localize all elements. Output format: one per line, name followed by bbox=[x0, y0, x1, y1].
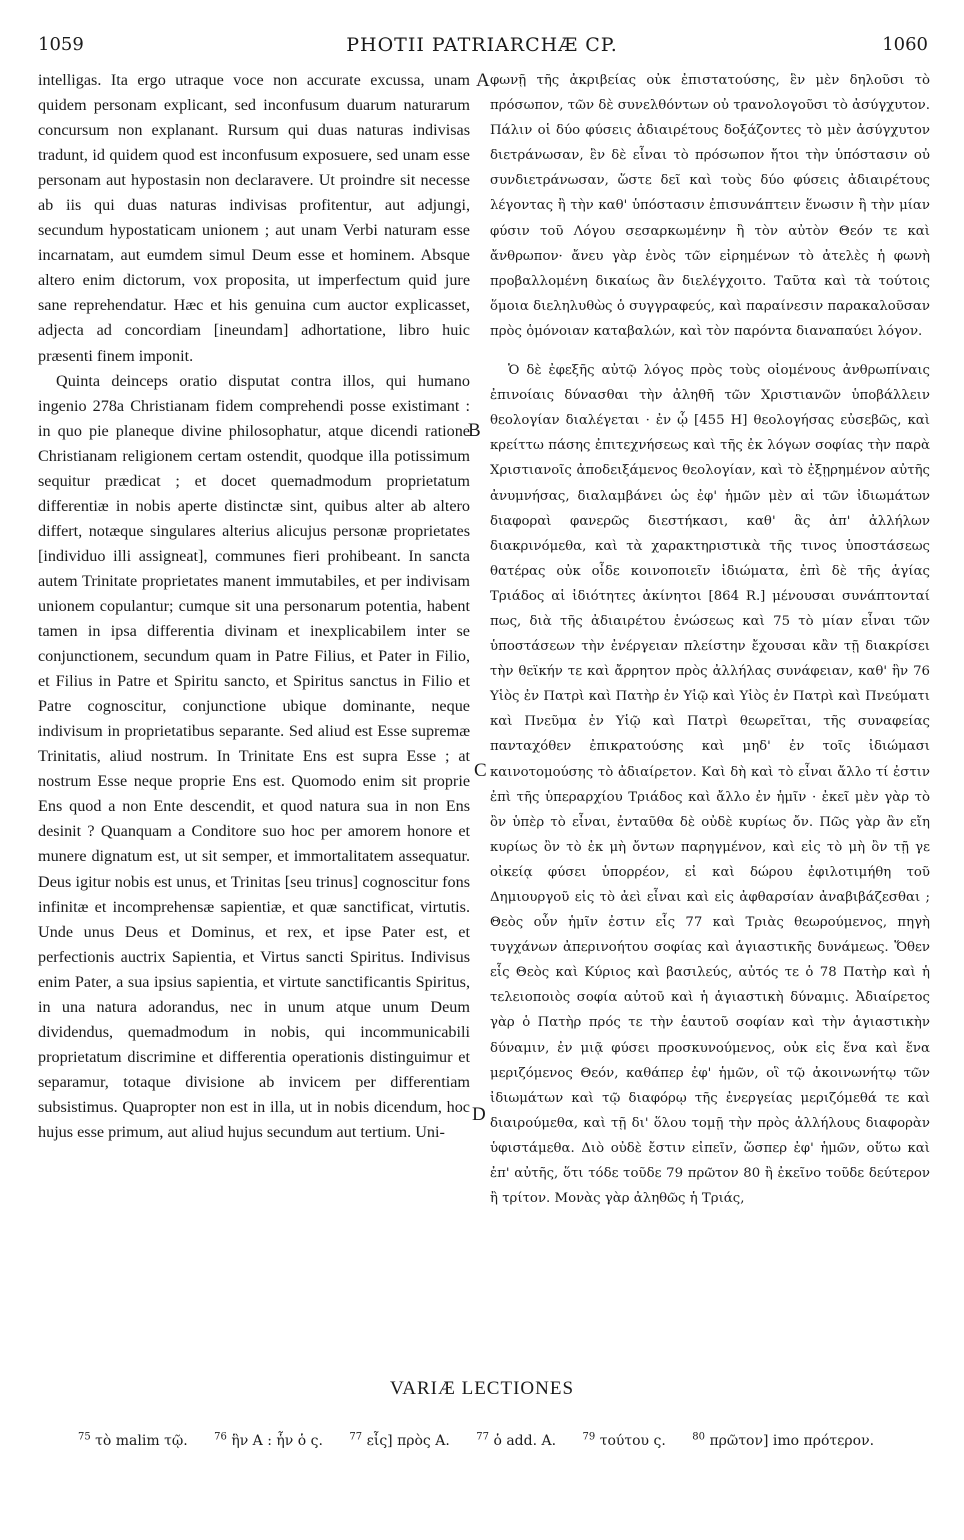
lection-number: 77 bbox=[349, 1431, 363, 1442]
lection-item bbox=[692, 1433, 874, 1449]
lection-item bbox=[476, 1433, 556, 1449]
section-marker-b: B bbox=[468, 420, 481, 441]
running-title: PHOTII PATRIARCHÆ CP. bbox=[346, 34, 618, 56]
lection-item bbox=[78, 1433, 188, 1449]
lection-number: 79 bbox=[582, 1431, 596, 1442]
lection-text: πρῶτον] imo πρότερον. bbox=[709, 1432, 875, 1449]
greek-paragraph-2: Ὁ δὲ ἐφεξῆς αὐτῷ λόγος πρὸς τοὺς οἰομένους ἀνθρωπίναις ἐπινοίαις δύνασθαι τὴν ἀληθῆ τῶν Χριστιανῶν ὑποβάλλειν θεολογίαν διαλέγεται · ἐν ᾧ [455 H] θεολογήσας εὐσεβῶς, καὶ κρείττω πάσης ἐπιτεχνήσεως καὶ τῆς ἐκ λόγων σοφίας τὴν παρὰ Χριστιανοῖς ἀποδειξάμενος θεολογίαν, καὶ τὸ ἐξῃρημένον αὐτῆς ἀνυμνήσας, διαλαμβάνει ὡς ἐφ' ἡμῶν μὲν αἱ τῶν ἰδιωμάτων διαφοραὶ φανερῶς διεστήκασι, καθ' ἃς ἀπ' ἀλλήλων διακρινόμεθα, καὶ τὰ χαρακτηριστικὰ τῆς τινος ὑποστάσεως θατέρας οὐκ οἶδε κοινοποιεῖν ἰδιώματα, ἐπὶ δὲ τῆς ἁγίας Τριάδος αἱ ἰδιότητες ἀκίνητοι [864 R.] μένουσαι συνάπτονταί πως, διὰ τῆς ἀδιαιρέτου ἑνώσεως καὶ 75 τὸ μίαν εἶναι τῶν ὑποστάσεων τὴν ἐνέργειαν πλείστην ἔχουσαι κἂν τῇ διακρίσει τὴν θεϊκήν τε καὶ ἄρρητον πρὸς ἀλλήλας συνάφειαν, καθ' ἣν 76 Υἱὸς ἐν Πατρὶ καὶ Πατὴρ ἐν Υἱῷ καὶ Υἱὸς ἐν Πατρὶ καὶ Πνεύματι καὶ Πνεῦμα ἐν Υἱῷ καὶ Πατρὶ θεωρεῖται, τῆς συναφείας πανταχόθεν ἐπικρατούσης καὶ μηδ' ἐν τοῖς ἰδιώμασι καινοτομούσης τὸ ἀδιαίρετον. Καὶ δὴ καὶ τὸ εἶναι ἄλλο τί ἐστιν ἐπὶ τῆς ὑπεραρχίου Τριάδος καὶ ἄλλο ἐν ἡμῖν · ἐκεῖ μὲν γὰρ τὸ ὂν ὑπὲρ τὸ εἶναι, ἐνταῦθα δὲ οὐδὲ κυρίως ὄν. Πῶς γὰρ ἂν εἴη κυρίως ὂν τὸ ἐκ μὴ ὄντων παρηγμένον, καὶ εἰς τὸ μὴ ὂν τῇ γε οἰκείᾳ φύσει ὑπορρέον, εἰ καὶ δώρου ἐφιλοτιμήθη τοῦ Δημιουργοῦ εἰς τὸ ἀεὶ εἶναι καὶ εἰς ἀφθαρσίαν ἀναβιβάζεσθαι ; Θεὸς οὖν ἡμῖν ἐστιν εἷς 77 καὶ Τριὰς θεωρούμενος, πηγὴ τυγχάνων ἀπερινοήτου σοφίας καὶ ἁγιαστικῆς δυνάμεως. Ὅθεν εἷς Θεὸς καὶ Κύριος καὶ βασιλεύς, αὐτός τε ὁ 78 Πατὴρ καὶ ἡ τελειοποιὸς σοφία αὐτοῦ καὶ ἡ ἁγιαστικὴ δύναμις. Ἀδιαίρετος γὰρ ὁ Πατὴρ πρός τε τὴν ἑαυτοῦ σοφίαν καὶ τὴν ἁγιαστικὴν δύναμιν, ἐν μιᾷ φύσει προσκυνούμενος, οὐκ εἰς ἕνα καὶ ἕνα μεριζόμενος Θεόν, καθάπερ ἐφ' ἡμῶν, οἳ τῷ ἀκοινωνήτῳ τῶν ἰδιωμάτων καὶ τῷ διαφόρῳ τῆς ἐνεργείας μεριζόμεθά τε καὶ διαιρούμεθα, καὶ τῇ δι' ὅλου τομῇ τὴν πρὸς ἀλλήλους διαφορὰν ὑφιστάμεθα. Διὸ οὐδὲ ἔστιν εἰπεῖν, ὥσπερ ἐφ' ἡμῶν, οὕτω καὶ ἐπ' αὐτῆς, ὅτι τόδε τοῦδε 79 πρῶτον 80 ἢ ἐκεῖνο τοῦδε δεύτερον ἢ τρίτον. Μονὰς γὰρ ἀληθῶς ἡ Τριάς, bbox=[490, 363, 930, 1207]
greek-paragraph-1: φωνῇ τῆς ἀκριβείας οὐκ ἐπιστατούσης, ἓν μὲν δηλοῦσι τὸ πρόσωπον, τῶν δὲ συνελθόντων οὐ τρανολογοῦσι τὸ ἀσύγχυτον. Πάλιν οἱ δύο φύσεις ἀδιαιρέτους δοξάζοντες τὸ μὲν ἀσύγχυτον διετράνωσαν, ἓν δὲ εἶναι τὸ πρόσωπον ἤτοι τὴν ὑπόστασιν οὐ συνδιετράνωσαν, ὥστε δεῖ καὶ τοὺς δύο φύσεις ἀδιαιρέτους λέγοντας ἢ τὴν καθ' ὑπόστασιν ἐπισυνάπτειν ἕνωσιν ἢ τὴν μίαν φύσιν τοῦ Λόγου σεσαρκωμένην ἢ τὸν αὐτὸν Θεόν τε καὶ ἄνθρωπον· ἄνευ γὰρ ἑνὸς τῶν εἰρημένων τὸ ἀτελὲς ἡ φωνὴ προβαλλομένη δικαίως ἂν διελέγχοιτο. Ταῦτα καὶ τὰ τούτοις ὅμοια διεληλυθὼς ὁ συγγραφεύς, καὶ παραίνεσιν παρακαλοῦσαν πρὸς ὁμόνοιαν καταβαλών, καὶ τὸν παρόντα διαναπαύει λόγον. bbox=[490, 73, 930, 339]
section-marker-a: A bbox=[476, 70, 490, 91]
lection-number: 76 bbox=[214, 1431, 227, 1442]
lection-number: 77 bbox=[476, 1431, 489, 1442]
lection-number: 80 bbox=[692, 1431, 706, 1442]
section-marker-d: D bbox=[472, 1104, 486, 1125]
variae-lectiones-title: VARIÆ LECTIONES bbox=[389, 1378, 575, 1399]
lection-text: ἣν A : ἧν ὁ ς. bbox=[231, 1432, 323, 1449]
lection-text: εἷς] πρὸς A. bbox=[366, 1432, 450, 1449]
left-page-number: 1059 bbox=[38, 34, 84, 55]
variae-lectiones-list bbox=[50, 1425, 924, 1453]
greek-column bbox=[490, 68, 930, 1211]
lection-item bbox=[583, 1433, 666, 1449]
page-header bbox=[0, 28, 964, 62]
latin-paragraph-1: intelligas. Ita ergo utraque voce non accurate excussa, unam quidem personam explicant, sed inconfusum duarum naturarum concursum non explanant. Rursum qui duas naturas indivisas tradunt, id quidem quod est inconfusum exposuere, sed unam esse personam aut hypostasin non declaravere. Ut proindre sit necesse ab iis qui duas naturas indivisas profitentur, aut adjungi, secundum hypostaticam unionem ; aut unam Verbi naturam esse incarnatam, aut eumdem simul Deum esse et hominem. Absque altero enim dictorum, vox proposita, ut imperfectum quid jure sane reprehendatur. Hæc et his genuina cum auctor explicasset, adjecta ad concordiam [ineundam] adhortatione, libro huic præsenti finem imponit. bbox=[38, 71, 470, 365]
lection-item bbox=[349, 1433, 449, 1449]
latin-column bbox=[38, 68, 470, 1145]
lection-text: ὁ add. A. bbox=[493, 1432, 557, 1449]
lection-text: τούτου ς. bbox=[599, 1432, 666, 1449]
lection-text: τὸ malim τῷ. bbox=[95, 1432, 188, 1449]
latin-paragraph-2: Quinta deinceps oratio disputat contra illos, qui humano ingenio 278a Christianam fidem comprehendi posse existimant : in quo pie planeque divine philosophatur, atque dicendi ratione Christianam religionem certam ostendit, quodque illa potissimum sequitur prædicat ; et docet quemadmodum proprietatum differentiæ in nobis aperte distinctæ sint, quibus alter ab altero differt, notæque singulares alterius alicujus personæ proprietates [individuo illi assigneat], communes fieri prohibeant. In sancta autem Trinitate proprietates manent immutabiles, et per indivisam unionem copulantur; cumque sit una personarum potentia, habent tamen in ipsa differentia divinam et inexplicabilem inter se conjunctionem, secundum quam in Patre Filius, et Pater in Filio, et Filius in Patre et Spiritu sancto, et Spiritus sanctus in Filio et Patre cognoscitur, conjunctione ubique dominante, neque indivisum in proprietatibus separante. Sed aliud est Esse supremæ Trinitatis, aliud nostrum. In Trinitate Ens est supra Esse ; at nostrum Esse neque proprie Ens est. Quomodo enim sit proprie Ens quod a non Ente descendit, et quod natura sua in non Ens desinit ? Quanquam a Conditore suo hoc per amorem honore et munere dignatum est, ut sit semper, et immortalitatem assequatur. Deus igitur nobis est unus, et Trinitas [seu trinus] cognoscitur fons infinitæ et incomprehensæ sapientiæ, et quæ sanctificat, virtutis. Unde unus Deus et Dominus, et rex, et ipse Pater est, et perfectionis auctrix Sapientia, et Virtus sancti Spiritus. Indivisus enim Pater, a sua ipsius sapientia, et virtute sanctificantis Spiritus, in una natura adorandus, nec in unum atque unum Deum dividendus, quemadmodum in nobis, qui incommunicabili proprietatum discrimine et differentia operationis distinguimur et separamur, totaque divisione ab invicem per differentiam subsistimus. Quapropter non est in illa, ut in nobis dicendum, hoc hujus esse primum, aut aliud hujus secundum aut tertium. Uni- bbox=[38, 371, 470, 1141]
right-page-number: 1060 bbox=[882, 34, 928, 55]
lection-item bbox=[214, 1433, 323, 1449]
lection-number: 75 bbox=[77, 1431, 91, 1442]
section-marker-c: C bbox=[474, 760, 487, 781]
